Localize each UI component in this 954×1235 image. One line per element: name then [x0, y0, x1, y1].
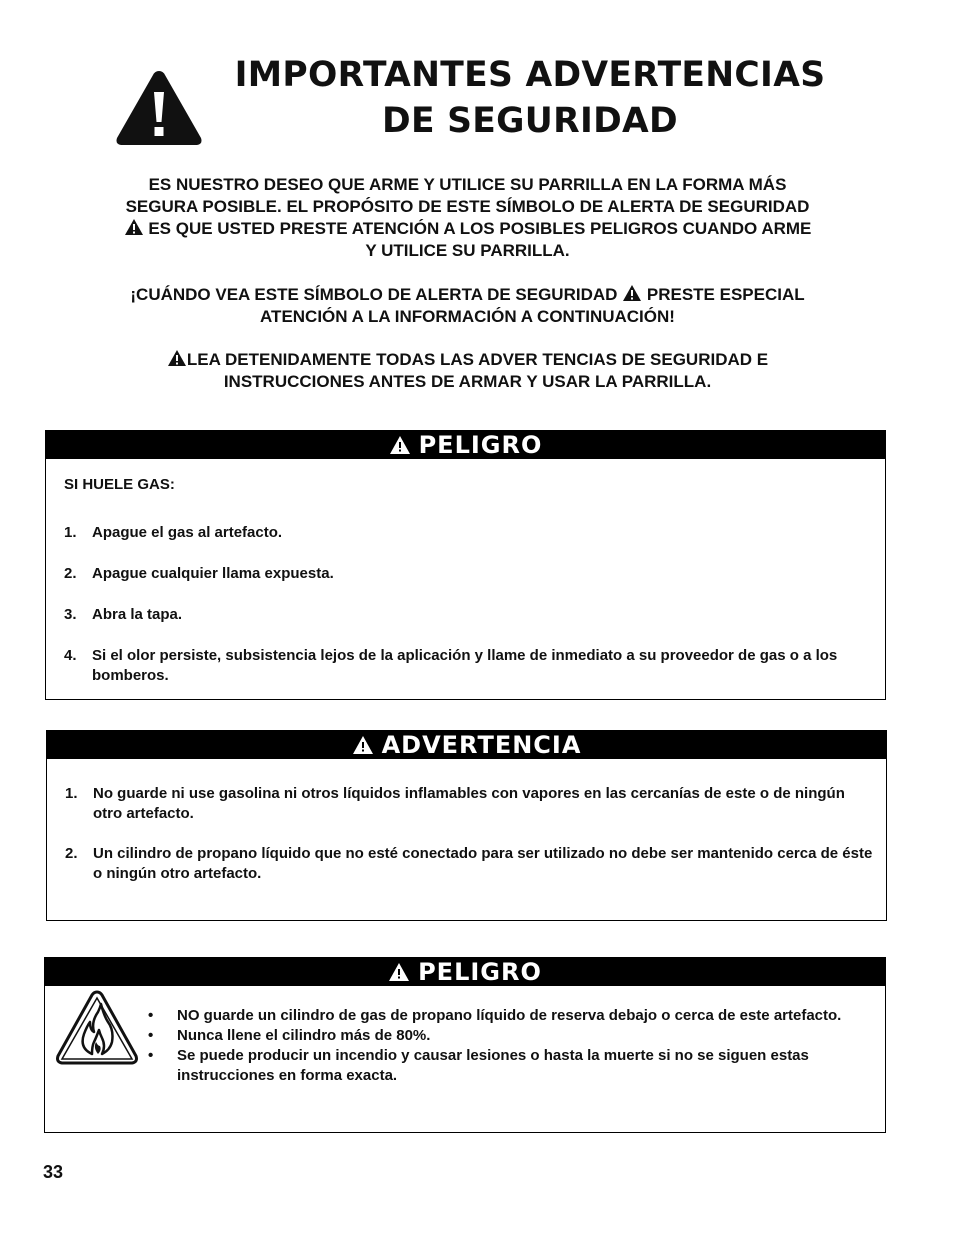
- alert-triangle-icon: [167, 349, 187, 367]
- gas-smell-lead: SI HUELE GAS:: [64, 476, 175, 493]
- intro-paragraph-3: LEA DETENIDAMENTE TODAS LAS ADVER TENCIAS DE SEGURIDAD E INSTRUCCIONES ANTES DE ARMAR Y USAR LA PARRILLA.: [70, 349, 865, 393]
- flame-warning-icon: [54, 988, 140, 1068]
- list-item: 3. Abra la tapa.: [64, 606, 183, 623]
- page-header: [0, 52, 954, 162]
- alert-triangle-icon: [388, 962, 410, 982]
- warning-header-bar: [47, 731, 886, 759]
- danger-box-cylinder: [44, 957, 886, 1133]
- alert-triangle-icon: [622, 284, 642, 302]
- alert-triangle-icon: [124, 218, 144, 236]
- danger-box-gas: [45, 430, 886, 700]
- list-item: • NO guarde un cilindro de gas de propano líquido de reserva debajo o cerca de este artefacto.: [148, 1007, 842, 1024]
- list-item: 2. Apague cualquier llama expuesta.: [64, 565, 334, 582]
- list-item: 1. No guarde ni use gasolina ni otros líquidos inflamables con vapores en las cercanías de este o de ningún otro artefacto.: [65, 785, 845, 822]
- warning-list: [65, 784, 874, 884]
- list-item: • Nunca llene el cilindro más de 80%.: [148, 1027, 431, 1044]
- list-item: 4. Si el olor persiste, subsistencia lejos de la aplicación y llame de inmediato a su proveedor de gas o a los bomberos.: [64, 647, 838, 684]
- warning-box: [46, 730, 887, 921]
- danger-title: PELIGRO: [418, 431, 543, 459]
- alert-triangle-icon: [389, 435, 411, 455]
- gas-steps-list: [64, 523, 873, 686]
- intro-paragraph-2: ¡CUÁNDO VEA ESTE SÍMBOLO DE ALERTA DE SEGURIDAD PRESTE ESPECIAL ATENCIÓN A LA INFORMACIÓN A CONTINUACIÓN!: [130, 285, 805, 326]
- page-title: IMPORTANTES ADVERTENCIAS DE SEGURIDAD: [234, 55, 826, 141]
- cylinder-bullets-list: [148, 1006, 877, 1086]
- danger-title: PELIGRO: [418, 958, 542, 986]
- alert-triangle-icon: [352, 735, 374, 755]
- danger-header-bar: [45, 958, 885, 986]
- danger-header-bar: [46, 431, 885, 459]
- list-item: • Se puede producir un incendio y causar lesiones o hasta la muerte si no se siguen estas instrucciones en forma exacta.: [148, 1047, 809, 1084]
- intro-paragraph-1: ES NUESTRO DESEO QUE ARME Y UTILICE SU PARRILLA EN LA FORMA MÁS SEGURA POSIBLE. EL PROPÓSITO DE ESTE SÍMBOLO DE ALERTA DE SEGURIDAD ES QUE USTED PRESTE ATENCIÓN A LOS POSIBLES PELIGROS CUANDO ARME Y UTILICE SU PARRILLA.: [125, 175, 812, 260]
- warning-title: ADVERTENCIA: [381, 731, 582, 759]
- list-item: 1. Apague el gas al artefacto.: [64, 524, 283, 541]
- page-number: 33: [43, 1162, 64, 1182]
- list-item: 2. Un cilindro de propano líquido que no esté conectado para ser utilizado no debe ser mantenido cerca de éste o ningún otro artefacto.: [65, 845, 873, 882]
